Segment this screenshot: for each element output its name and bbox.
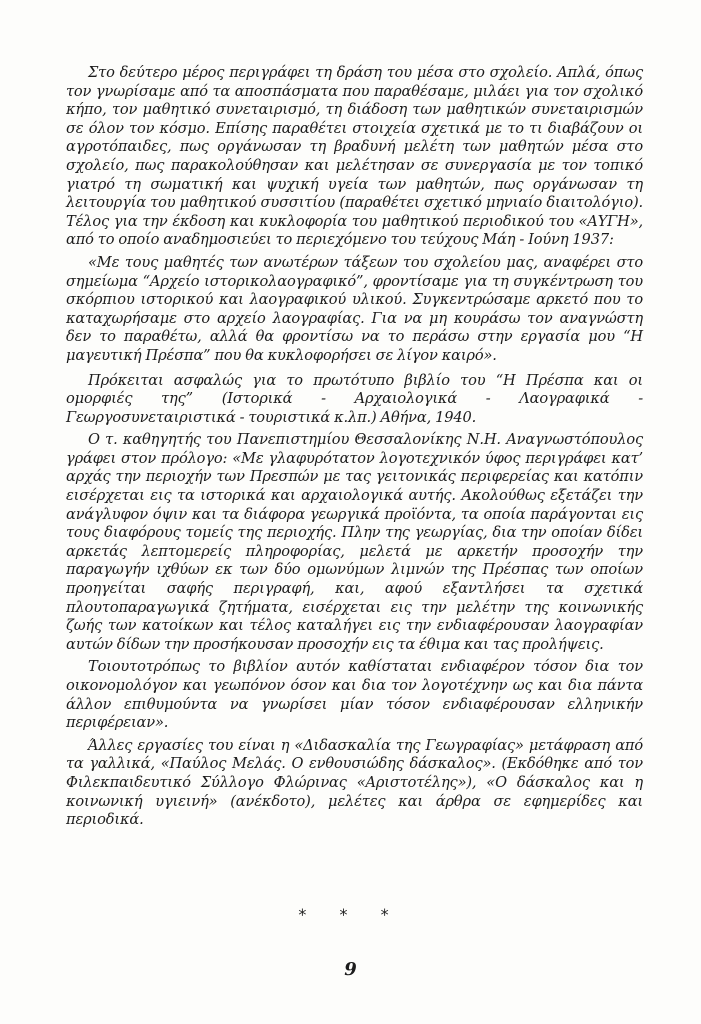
paragraph-other-works: Άλλες εργασίες του είναι η «Διδασκαλία της Γεωγραφίας» μετάφραση από τα γαλλικά, «Παύλος Μελάς. Ο ενθουσιώδης δάσκαλος». (Εκδόθηκε από τον Φιλεκπαιδευτικό Σύλλογο Φλώρινας «Αριστοτέλης»), «Ο δάσκαλος και η κοινωνική υγιεινή» (ανέκδοτο), μελέτες και άρθρα σε εφημερίδες και περιοδικά. <box>66 736 643 829</box>
paragraph-quote-archive: «Με τους μαθητές των ανωτέρων τάξεων του σχολείου μας, αναφέρει στο σημείωμα “Αρχείο ιστορικολαογραφικό”, φροντίσαμε για τη συγκέντρωση του σκόρπιου ιστορικού και λαογραφικού υλικού. Συγκεντρώσαμε αρκετό που το καταχωρήσαμε στο αρχείο λαογραφίας. Για να μη κουράσω τον αναγνώστη δεν το παραθέτω, αλλά θα φροντίσω να το περάσω στην εργασία μου “Η μαγευτική Πρέσπα” που θα κυκλοφορήσει σε λίγον καιρό». <box>66 253 643 364</box>
paragraph-prologue: Ο τ. καθηγητής του Πανεπιστημίου Θεσσαλονίκης Ν.Η. Αναγνωστόπουλος γράφει στον πρόλογο: «Με γλαφυρότατον λογοτεχνικόν ύφος περιγράφει κατ’ αρχάς την περιοχήν των Πρεσπών με τας γειτονικάς περιφερείας και κατόπιν εισέρχεται εις τα ιστορικά και αρχαιολογικά αυτής. Ακολούθως εξετάζει την ανάγλυφον όψιν και τα διάφορα γεωργικά προϊόντα, τα οποία παράγονται εις τους διαφόρους τομείς της περιοχής. Πλην της γεωργίας, δια την οποίαν δίδει αρκετάς λεπτομερείς πληροφορίας, μελετά με αρκετήν προσοχήν την παραγωγήν ιχθύων εκ των δύο ομωνύμων λιμνών της Πρέσπας των οποίων προηγείται σαφής περιγραφή, και, αφού εξαντλήσει τα σχετικά πλουτοπαραγωγικά ζητήματα, εισέρχεται εις την μελέτην της κοινωνικής ζωής των κατοίκων και τέλος καταλήγει εις την ενδιαφέρουσαν λαογραφίαν αυτών δίδων την προσήκουσαν προσοχήν εις τα έθιμα και τας προλήψεις. <box>66 431 643 653</box>
section-separator: * * * <box>298 905 403 924</box>
page-body <box>66 64 643 834</box>
paragraph-school-activity: Στο δεύτερο μέρος περιγράφει τη δράση του μέσα στο σχολείο. Απλά, όπως τον γνωρίσαμε από τα αποσπάσματα που παραθέσαμε, μιλάει για τον σχολικό κήπο, τον μαθητικό συνεταιρισμό, τη διάδοση των μαθητικών συνεταιρισμών σε όλον τον κόσμο. Επίσης παραθέτει στοιχεία σχετικά με το τι διαβάζουν οι αγροτόπαιδες, πως οργάνωσαν τη βραδυνή μελέτη των μαθητών μέσα στο σχολείο, πως παρακολούθησαν και μελέτησαν σε συνεργασία με τον τοπικό γιατρό τη σωματική και ψυχική υγεία των μαθητών, πως οργάνωσαν τη λειτουργία του μαθητικού συσσιτίου (παραθέτει σχετικό μηνιαίο διαιτολόγιο). Τέλος για την έκδοση και κυκλοφορία του μαθητικού περιοδικού του «ΑΥΓΗ», από το οποίο αναδημοσιεύει το περιεχόμενο του τεύχους Μάη - Ιούνη 1937: <box>66 64 643 249</box>
paragraph-prespa-book: Πρόκειται ασφαλώς για το πρωτότυπο βιβλίο του “Η Πρέσπα και οι ομορφιές της” (Ιστορικά - Αρχαιολογικά - Λαογραφικά - Γεωργοσυνεταιριστικά - τουριστικά κ.λπ.) Αθήνα, 1940. <box>66 371 643 426</box>
paragraph-prologue-conclusion: Τοιουτοτρόπως το βιβλίον αυτόν καθίσταται ενδιαφέρον τόσον δια τον οικονομολόγον και γεωπόνον όσον και δια τον λογοτέχνην ως και δια πάντα άλλον επιθυμούντα να γνωρίσει μίαν τόσον ενδιαφέρουσαν ελληνικήν περιφέρειαν». <box>66 658 643 732</box>
page-number: 9 <box>344 959 357 980</box>
